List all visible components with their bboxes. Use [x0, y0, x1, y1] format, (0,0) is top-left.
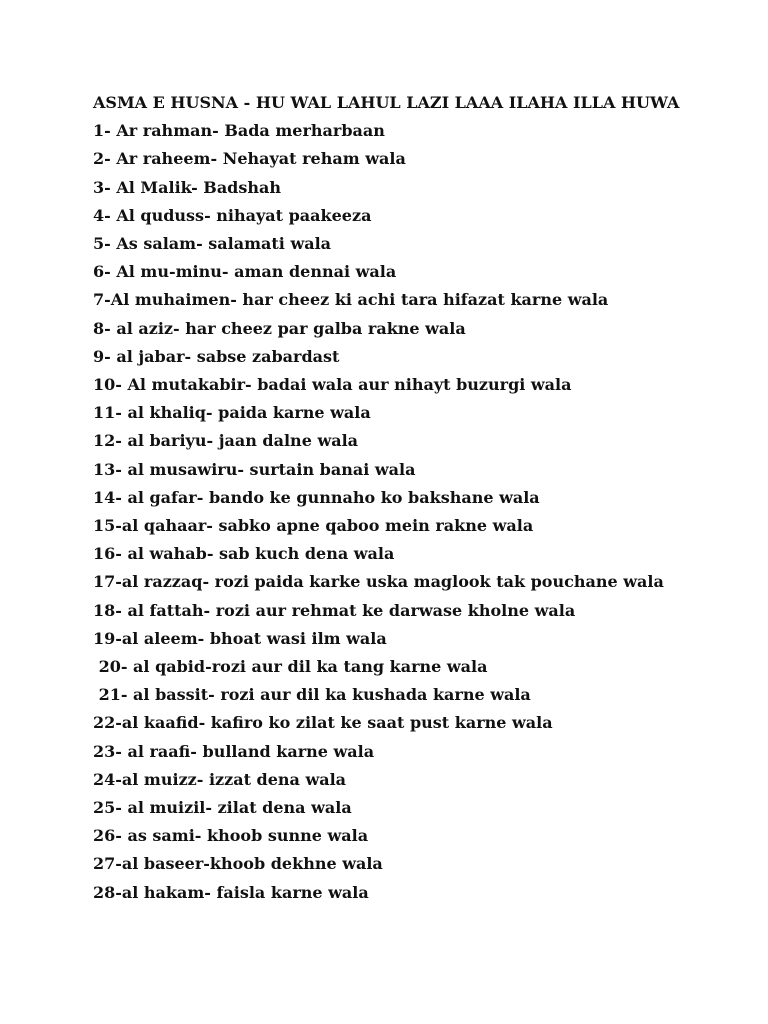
list-line: 5- As salam- salamati wala: [93, 234, 332, 254]
list-line: 3- Al Malik- Badshah: [93, 177, 282, 197]
list-line: 17-al razzaq- rozi paida karke uska maglook tak pouchane wala: [93, 572, 664, 592]
list-line: 22-al kaafid- kafiro ko zilat ke saat pust karne wala: [93, 713, 553, 733]
list-line: 2- Ar raheem- Nehayat reham wala: [93, 149, 406, 169]
list-line: 27-al baseer-khoob dekhne wala: [93, 854, 383, 874]
list-line: 10- Al mutakabir- badai wala aur nihayt buzurgi wala: [93, 375, 572, 395]
list-line: 24-al muizz- izzat dena wala: [93, 769, 347, 789]
list-line: 8- al aziz- har cheez par galba rakne wala: [93, 318, 466, 338]
list-line: 26- as sami- khoob sunne wala: [93, 826, 369, 846]
document-page: [93, 89, 733, 907]
list-line: 1- Ar rahman- Bada merharbaan: [93, 121, 385, 141]
list-line: 4- Al quduss- nihayat paakeeza: [93, 205, 372, 225]
list-line: 15-al qahaar- sabko apne qaboo mein rakne wala: [93, 516, 534, 536]
list-line: 19-al aleem- bhoat wasi ilm wala: [93, 628, 387, 648]
list-line: 13- al musawiru- surtain banai wala: [93, 459, 416, 479]
list-line: 6- Al mu-minu- aman dennai wala: [93, 262, 397, 282]
list-line: 25- al muizil- zilat dena wala: [93, 798, 352, 818]
list-line: 16- al wahab- sab kuch dena wala: [93, 544, 395, 564]
list-line: 14- al gafar- bando ke gunnaho ko bakshane wala: [93, 487, 540, 507]
list-line: 28-al hakam- faisla karne wala: [93, 882, 369, 902]
list-line: 18- al fattah- rozi aur rehmat ke darwase kholne wala: [93, 600, 576, 620]
list-line: 23- al raafi- bulland karne wala: [93, 741, 375, 761]
list-line: 9- al jabar- sabse zabardast: [93, 346, 340, 366]
list-line: 21- al bassit- rozi aur dil ka kushada karne wala: [93, 685, 531, 705]
list-line: 11- al khaliq- paida karne wala: [93, 403, 371, 423]
names-list: [93, 117, 733, 907]
list-line: 7-Al muhaimen- har cheez ki achi tara hifazat karne wala: [93, 290, 609, 310]
list-line: 20- al qabid-rozi aur dil ka tang karne wala: [93, 657, 488, 677]
list-line: 12- al bariyu- jaan dalne wala: [93, 431, 359, 451]
document-title: ASMA E HUSNA - HU WAL LAHUL LAZI LAAA ILAHA ILLA HUWA: [93, 93, 680, 112]
